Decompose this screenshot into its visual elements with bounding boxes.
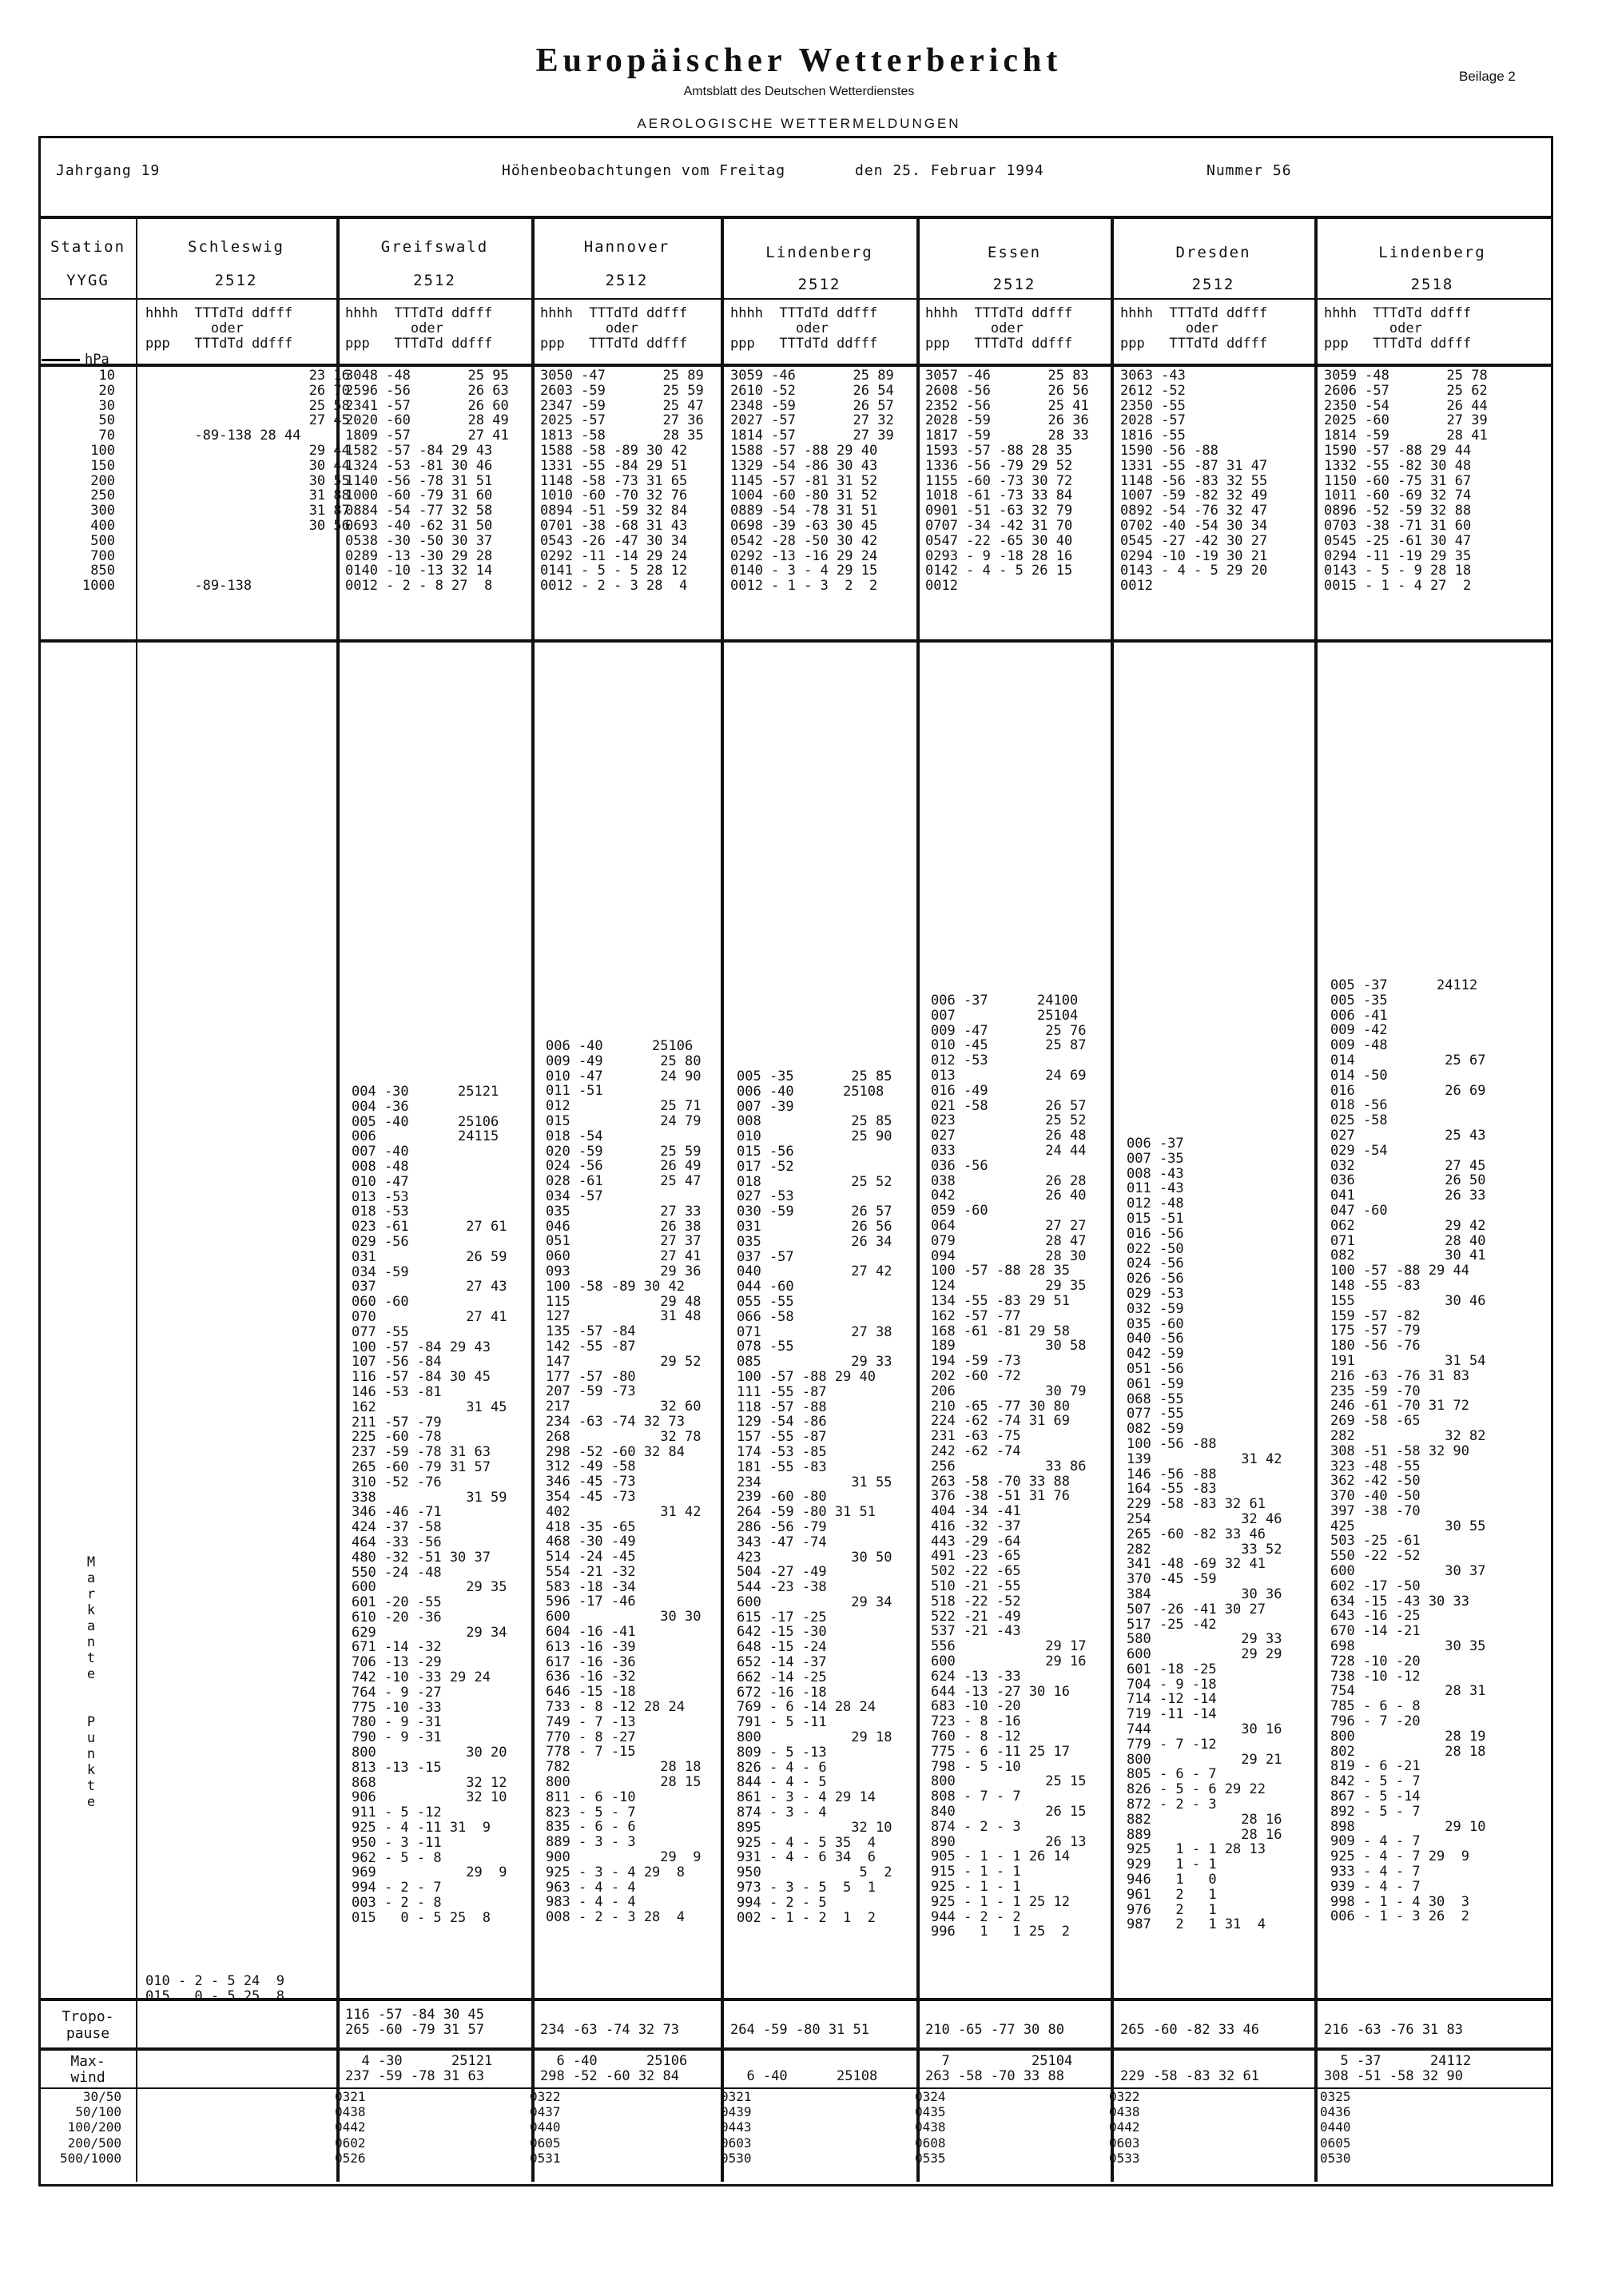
station-name: Lindenberg — [765, 244, 873, 261]
column-rule — [916, 216, 920, 2182]
column-header: hhhh TTTdTd ddfff oder ppp TTTdTd ddfff — [1120, 305, 1268, 352]
wind-shear-values: 0322 0437 0440 0605 0531 — [530, 2089, 561, 2166]
wind-shear-values: 0325 0436 0440 0605 0530 — [1320, 2089, 1351, 2166]
maxwind-label: Max- wind — [70, 2053, 105, 2086]
hpa-label: hPa — [85, 352, 109, 368]
rule — [38, 639, 1553, 643]
column-header: hhhh TTTdTd ddfff oder ppp TTTdTd ddfff — [145, 305, 293, 352]
significant-points: 004 -30 25121 004 -36 005 -40 25106 006 24115 007 -40 008 -48 010 -47 013 -53 018 -53 023 -61 27 61 029 -56 031 26 59 034 -59 037 27 43 060 -60 070 27 41 077 -55 100 -57 -84 29 43 107 -56 -84 116 -57 -84 30 45 146 -53 -81 162 31 45 211 -57 -79 225 -60 -78 237 -59 -78 31 63 265 -60 -79 31 57 310 -52 -76 338 31 59 346 -46 -71 424 -37 -58 464 -33 -56 480 -32 -51 30 37 550 -24 -48 600 29 35 601 -20 -55 610 -20 -36 629 29 34 671 -14 -32 706 -13 -29 742 -10 -33 29 24 764 - 9 -27 775 -10 -33 780 - 9 -31 790 - 9 -31 800 30 20 813 -13 -15 868 32 12 906 32 10 911 - 5 -12 925 - 4 -11 31 9 950 - 3 -11 962 - 5 - 8 969 29 9 994 - 2 - 7 003 - 2 - 8 015 0 - 5 25 8 — [352, 1084, 507, 1926]
significant-points: 005 -37 24112 005 -35 006 -41 009 -42 009 -48 014 25 67 014 -50 016 26 69 018 -56 025 -58 027 25 43 029 -54 032 27 45 036 26 50 041 26 33 047 -60 062 29 42 071 28 40 082 30 41 100 -57 -88 29 44 148 -55 -83 155 30 46 159 -57 -82 175 -57 -79 180 -56 -76 191 31 54 216 -63 -76 31 83 235 -59 -70 246 -61 -70 31 72 269 -58 -65 282 32 82 308 -51 -58 32 90 323 -48 -55 362 -42 -50 370 -40 -50 397 -38 -70 425 30 55 503 -25 -61 550 -22 -52 600 30 37 602 -17 -50 634 -15 -43 30 33 643 -16 -25 670 -14 -21 698 30 35 728 -10 -20 738 -10 -12 754 28 31 785 - 6 - 8 796 - 7 -20 800 28 19 802 28 18 819 - 6 -21 842 - 5 - 7 867 - 5 -14 892 - 5 - 7 898 29 10 909 - 4 - 7 925 - 4 - 7 29 9 933 - 4 - 7 939 - 4 - 7 998 - 1 - 4 30 3 006 - 1 - 3 26 2 — [1330, 977, 1486, 1925]
tropopause-values: 264 -59 -80 31 51 — [730, 2022, 869, 2038]
observation-title: Höhenbeobachtungen vom Freitag — [502, 162, 786, 179]
station-name: Essen — [987, 244, 1042, 261]
yygg-label: YYGG — [66, 272, 109, 289]
markante-punkte-label: M a r k a n t e P u n k t e — [86, 1554, 96, 1810]
maxwind-values: 6 -40 25108 — [746, 2067, 878, 2084]
beilage-label: Beilage 2 — [1459, 69, 1516, 84]
tropopause-values: 210 -65 -77 30 80 — [925, 2022, 1064, 2038]
significant-points: 006 -37 007 -35 008 -43 011 -43 012 -48 015 -51 016 -56 022 -50 024 -56 026 -56 029 -53 032 -59 035 -60 040 -56 042 -59 051 -56 061 -59 068 -55 077 -55 082 -59 100 -56 -88 139 31 42 146 -56 -88 164 -55 -83 229 -58 -83 32 61 254 32 46 265 -60 -82 33 46 282 33 52 341 -48 -69 32 41 370 -45 -59 384 30 36 507 -26 -41 30 27 517 -25 -42 580 29 33 600 29 29 601 -18 -25 704 - 9 -18 714 -12 -14 719 -11 -14 744 30 16 779 - 7 -12 800 29 21 805 - 6 - 7 826 - 5 - 6 29 22 872 - 2 - 3 882 28 16 889 28 16 925 1 - 1 28 13 929 1 - 1 946 1 0 961 2 1 976 2 1 987 2 1 31 4 — [1127, 1136, 1282, 1933]
maxwind-values: 4 -30 25121 237 -59 -78 31 63 — [345, 2053, 493, 2084]
observation-date: den 25. Februar 1994 — [855, 162, 1044, 179]
pressure-levels: 10 20 30 50 70 100 150 200 250 300 400 500 700 850 1000 — [82, 368, 115, 595]
standard-levels: 3057 -46 25 83 2608 -56 26 56 2352 -56 25 41 2028 -59 26 36 1817 -59 28 33 1593 -57 -88 28 35 1336 -56 -79 29 52 1155 -60 -73 30 72 1018 -61 -73 33 84 0901 -51 -63 32 79 0707 -34 -42 31 70 0547 -22 -65 30 40 0293 - 9 -18 28 16 0142 - 4 - 5 26 15 0012 — [925, 368, 1089, 595]
issue-number: Nummer 56 — [1206, 162, 1292, 179]
station-yygg: 2512 — [605, 272, 649, 289]
station-name: Greifswald — [380, 238, 489, 256]
column-header: hhhh TTTdTd ddfff oder ppp TTTdTd ddfff — [540, 305, 688, 352]
significant-points: 006 -37 24100 007 25104 009 -47 25 76 010 -45 25 87 012 -53 013 24 69 016 -49 021 -58 26 57 023 25 52 027 26 48 033 24 44 036 -56 038 26 28 042 26 40 059 -60 064 27 27 079 28 47 094 28 30 100 -57 -88 28 35 124 29 35 134 -55 -83 29 51 162 -57 -77 168 -61 -81 29 58 189 30 58 194 -59 -73 202 -60 -72 206 30 79 210 -65 -77 30 80 224 -62 -74 31 69 231 -63 -75 242 -62 -74 256 33 86 263 -58 -70 33 88 376 -38 -51 31 76 404 -34 -41 416 -32 -37 443 -29 -64 491 -23 -65 502 -22 -65 510 -21 -55 518 -22 -52 522 -21 -49 537 -21 -43 556 29 17 600 29 16 624 -13 -33 644 -13 -27 30 16 683 -10 -20 723 - 8 -16 760 - 8 -12 775 - 6 -11 25 17 798 - 5 -10 800 25 15 808 - 7 - 7 840 26 15 874 - 2 - 3 890 26 13 905 - 1 - 1 26 14 915 - 1 - 1 925 - 1 - 1 925 - 1 - 1 25 12 944 - 2 - 2 996 1 1 25 2 — [931, 993, 1087, 1940]
station-yygg: 2512 — [413, 272, 456, 289]
tropopause-values: 116 -57 -84 30 45 265 -60 -79 31 57 — [345, 2007, 484, 2038]
column-rule — [721, 216, 724, 2182]
column-rule — [1111, 216, 1114, 2182]
standard-levels: 23 16 26 70 25 58 27 45 -89-138 28 44 29 44 30 44 30 55 31 88 31 87 30 56 -89-138 — [194, 368, 350, 595]
significant-points: 006 -40 25106 009 -49 25 80 010 -47 24 90 011 -51 012 25 71 015 24 79 018 -54 020 -59 25 59 024 -56 26 49 028 -61 25 47 034 -57 035 27 33 046 26 38 051 27 37 060 27 41 093 29 36 100 -58 -89 30 42 115 29 48 127 31 48 135 -57 -84 142 -55 -87 147 29 52 177 -57 -80 207 -59 -73 217 32 60 234 -63 -74 32 73 268 32 78 298 -52 -60 32 84 312 -49 -58 346 -45 -73 354 -45 -73 402 31 42 418 -35 -65 468 -30 -49 514 -24 -45 554 -21 -32 583 -18 -34 596 -17 -46 600 30 30 604 -16 -41 613 -16 -39 617 -16 -36 636 -16 -32 646 -15 -18 733 - 8 -12 28 24 749 - 7 -13 770 - 8 -27 778 - 7 -15 782 28 18 800 28 15 811 - 6 -10 823 - 5 - 7 835 - 6 - 6 889 - 3 - 3 900 29 9 925 - 3 - 4 29 8 963 - 4 - 4 983 - 4 - 4 008 - 2 - 3 28 4 — [546, 1038, 702, 1926]
column-rule — [1314, 216, 1318, 2182]
report-subtitle: Amtsblatt des Deutschen Wetterdienstes — [683, 85, 915, 98]
station-yygg: 2512 — [214, 272, 258, 289]
station-label: Station — [50, 238, 126, 256]
standard-levels: 3059 -46 25 89 2610 -52 26 54 2348 -59 26 57 2027 -57 27 32 1814 -57 27 39 1588 -57 -88 29 40 1329 -54 -86 30 43 1145 -57 -81 31 52 1004 -60 -80 31 52 0889 -54 -78 31 51 0698 -39 -63 30 45 0542 -28 -50 30 42 0292 -13 -16 29 24 0140 - 3 - 4 29 15 0012 - 1 - 3 2 2 — [730, 368, 894, 595]
hpa-marker — [42, 359, 80, 361]
tropopause-label: Tropo- pause — [62, 2008, 114, 2042]
column-rule — [136, 216, 137, 2182]
maxwind-values: 6 -40 25106 298 -52 -60 32 84 — [540, 2053, 688, 2084]
column-header: hhhh TTTdTd ddfff oder ppp TTTdTd ddfff — [925, 305, 1073, 352]
tropopause-values: 265 -60 -82 33 46 — [1120, 2022, 1259, 2038]
station-yygg: 2518 — [1410, 276, 1454, 293]
significant-points: 010 - 2 - 5 24 9 015 0 - 5 25 8 — [145, 1973, 284, 2004]
column-rule — [531, 216, 535, 2182]
standard-levels: 3059 -48 25 78 2606 -57 25 62 2350 -54 26 44 2025 -60 27 39 1814 -59 28 41 1590 -57 -88 29 44 1332 -55 -82 30 48 1150 -60 -75 31 67 1011 -60 -69 32 74 0896 -52 -59 32 88 0703 -38 -71 31 60 0545 -25 -61 30 47 0294 -11 -19 29 35 0143 - 5 - 9 28 18 0015 - 1 - 4 27 2 — [1324, 368, 1488, 595]
maxwind-values: 5 -37 24112 308 -51 -58 32 90 — [1324, 2053, 1472, 2084]
wind-shear-values: 0321 0438 0442 0602 0526 — [335, 2089, 366, 2166]
station-yygg: 2512 — [797, 276, 841, 293]
wind-shear-values: 0324 0435 0438 0608 0535 — [915, 2089, 946, 2166]
tropopause-values: 216 -63 -76 31 83 — [1324, 2022, 1463, 2038]
station-name: Schleswig — [188, 238, 284, 256]
rule — [38, 364, 1553, 367]
wind-shear-values: 0322 0438 0442 0603 0533 — [1109, 2089, 1140, 2166]
station-name: Lindenberg — [1378, 244, 1486, 261]
rule — [38, 2047, 1553, 2051]
station-yygg: 2512 — [992, 276, 1036, 293]
report-title: Europäischer Wetterbericht — [535, 42, 1063, 79]
standard-levels: 3050 -47 25 89 2603 -59 25 59 2347 -59 25 47 2025 -57 27 36 1813 -58 28 35 1588 -58 -89 30 42 1331 -55 -84 29 51 1148 -58 -73 31 65 1010 -60 -70 32 76 0894 -51 -59 32 84 0701 -38 -68 31 43 0543 -26 -47 30 34 0292 -11 -14 29 24 0141 - 5 - 5 28 12 0012 - 2 - 3 28 4 — [540, 368, 704, 595]
section-title: AEROLOGISCHE WETTERMELDUNGEN — [637, 116, 961, 131]
tropopause-values: 234 -63 -74 32 73 — [540, 2022, 679, 2038]
significant-points: 005 -35 25 85 006 -40 25108 007 -39 008 25 85 010 25 90 015 -56 017 -52 018 25 52 027 -53 030 -59 26 57 031 26 56 035 26 34 037 -57 040 27 42 044 -60 055 -55 066 -58 071 27 38 078 -55 085 29 33 100 -57 -88 29 40 111 -55 -87 118 -57 -88 129 -54 -86 157 -55 -87 174 -53 -85 181 -55 -83 234 31 55 239 -60 -80 264 -59 -80 31 51 286 -56 -79 343 -47 -74 423 30 50 504 -27 -49 544 -23 -38 600 29 34 615 -17 -25 642 -15 -30 648 -15 -24 652 -14 -37 662 -14 -25 672 -16 -18 769 - 6 -14 28 24 791 - 5 -11 800 29 18 809 - 5 -13 826 - 4 - 6 844 - 4 - 5 861 - 3 - 4 29 14 874 - 3 - 4 895 32 10 925 - 4 - 5 35 4 931 - 4 - 6 34 6 950 5 2 973 - 3 - 5 5 1 994 - 2 - 5 002 - 1 - 2 1 2 — [737, 1068, 892, 1926]
wind-shear-values: 0321 0439 0443 0603 0530 — [721, 2089, 752, 2166]
station-name: Dresden — [1175, 244, 1251, 261]
maxwind-values: 7 25104 263 -58 -70 33 88 — [925, 2053, 1073, 2084]
jahrgang: Jahrgang 19 — [56, 162, 161, 179]
station-yygg: 2512 — [1191, 276, 1235, 293]
column-header: hhhh TTTdTd ddfff oder ppp TTTdTd ddfff — [345, 305, 493, 352]
standard-levels: 3063 -43 2612 -52 2350 -55 2028 -57 1816 -55 1590 -56 -88 1331 -55 -87 31 47 1148 -56 -83 32 55 1007 -59 -82 32 49 0892 -54 -76 32 47 0702 -40 -54 30 34 0545 -27 -42 30 27 0294 -10 -19 30 21 0143 - 4 - 5 29 20 0012 — [1120, 368, 1268, 595]
maxwind-values: 229 -58 -83 32 61 — [1120, 2067, 1259, 2084]
standard-levels: 3048 -48 25 95 2596 -56 26 63 2341 -57 26 60 2020 -60 28 49 1809 -57 27 41 1582 -57 -84 29 43 1324 -53 -81 30 46 1140 -56 -78 31 51 1000 -60 -79 31 60 0884 -54 -77 32 58 0693 -40 -62 31 50 0538 -30 -50 30 37 0289 -13 -30 29 28 0140 -10 -13 32 14 0012 - 2 - 8 27 8 — [345, 368, 509, 595]
column-header: hhhh TTTdTd ddfff oder ppp TTTdTd ddfff — [730, 305, 878, 352]
column-header: hhhh TTTdTd ddfff oder ppp TTTdTd ddfff — [1324, 305, 1472, 352]
shear-layers-label: 30/50 50/100 100/200 200/500 500/1000 — [59, 2089, 121, 2166]
rule — [38, 216, 1553, 219]
station-name: Hannover — [583, 238, 670, 256]
rule — [38, 298, 1553, 300]
